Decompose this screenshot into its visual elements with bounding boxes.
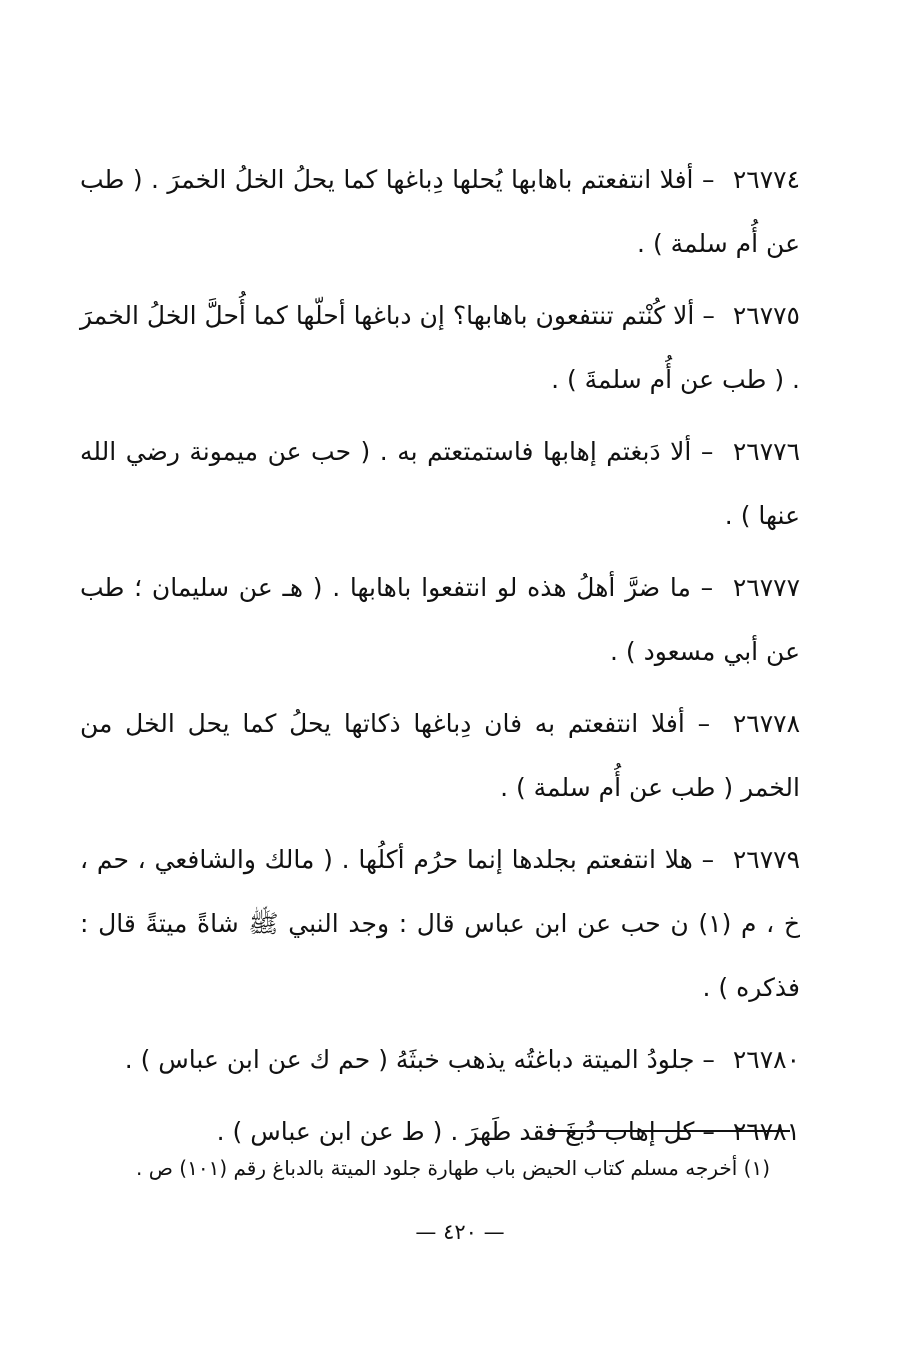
hadith-text: ألا دَبغتم إهابها فاستمتعتم به . ( حب عن ميمونة رضي الله عنها ) .	[80, 437, 800, 530]
hadith-text: أفلا انتفعتم به فان دِباغها ذكاتها يحلُ كما يحل الخل من الخمر ( طب عن أُم سلمة ) .	[80, 709, 800, 802]
hadith-number: ٢٦٧٧٩	[732, 845, 800, 874]
footnote: (١) أخرجه مسلم كتاب الحيض باب طهارة جلود الميتة بالدباغ رقم (١٠١) ص .	[136, 1156, 770, 1180]
hadith-entry	[80, 828, 800, 1020]
hadith-list	[80, 148, 800, 1172]
hadith-entry	[80, 556, 800, 684]
hadith-text: ألا كُنْتم تنتفعون باهابها؟ إن دباغها أحلّها كما أُحلَّ الخلُ الخمرَ . ( طب عن أُم سلمةَ ) .	[80, 301, 800, 394]
hadith-separator: –	[700, 437, 714, 466]
hadith-text: ما ضرَّ أهلُ هذه لو انتفعوا باهابها . ( هـ عن سليمان ؛ طب عن أبي مسعود ) .	[80, 573, 800, 666]
hadith-separator: –	[697, 709, 711, 738]
hadith-number: ٢٦٧٨٠	[732, 1045, 800, 1074]
hadith-number: ٢٦٧٧٥	[732, 301, 800, 330]
hadith-separator: –	[702, 301, 715, 330]
hadith-entry	[80, 692, 800, 820]
hadith-text: جلودُ الميتة دباغتُه يذهب خبثَهُ ( حم ك عن ابن عباس ) .	[124, 1045, 695, 1074]
hadith-entry	[80, 420, 800, 548]
hadith-text: هلا انتفعتم بجلدها إنما حرُم أكلُها . ( مالك والشافعي ، حم ، خ ، م (١) ن حب عن ابن عباس قال : وجد النبي ﷺ شاةً ميتةً قال : فذكره ) .	[80, 845, 801, 1002]
hadith-separator: –	[701, 845, 715, 874]
hadith-number: ٢٦٧٧٤	[732, 165, 801, 194]
footnote-divider	[550, 1130, 790, 1132]
hadith-separator: –	[702, 1117, 715, 1146]
hadith-number: ٢٦٧٧٧	[732, 573, 801, 602]
hadith-text: أفلا انتفعتم باهابها يُحلها دِباغها كما يحلُ الخلُ الخمرَ . ( طب عن أُم سلمة ) .	[80, 165, 800, 258]
hadith-entry	[80, 1028, 800, 1092]
hadith-number: ٢٦٧٧٨	[732, 709, 800, 738]
hadith-entry	[80, 284, 800, 412]
hadith-separator: –	[702, 1045, 715, 1074]
hadith-entry	[80, 148, 800, 276]
hadith-separator: –	[701, 165, 715, 194]
page-number: — ٤٢٠ —	[415, 1220, 505, 1244]
hadith-number: ٢٦٧٧٦	[732, 437, 800, 466]
hadith-separator: –	[700, 573, 714, 602]
hadith-text: كل إهاب دُبغَ فقد طَهرَ . ( ط عن ابن عباس ) .	[216, 1117, 695, 1146]
hadith-number: ٢٦٧٨١	[732, 1117, 800, 1146]
